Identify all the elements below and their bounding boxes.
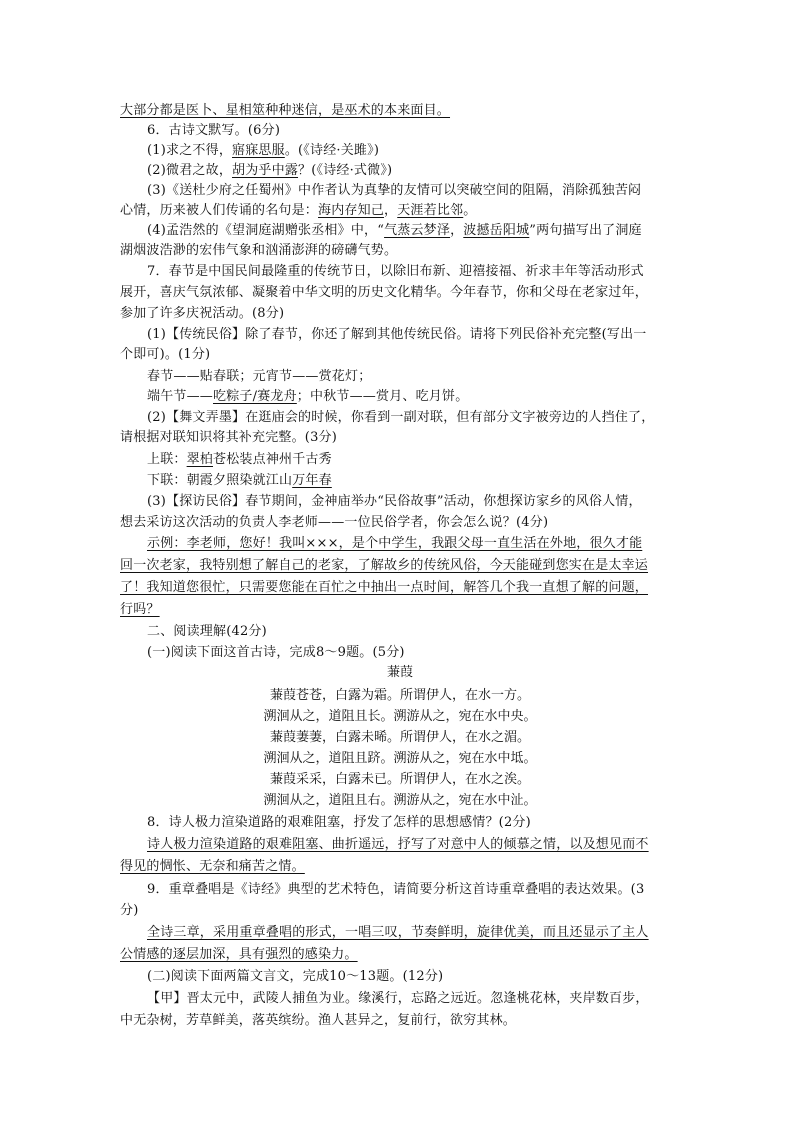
answer-line: 全诗三章，采用重章叠唱的形式，一唱三叹，节奏鲜明，旋律优美，而且还显示了主人 — [147, 925, 649, 940]
text: 苍松装点神州千古秀 — [213, 452, 332, 467]
text-line: 湖烟波浩渺的宏伟气象和汹涌澎湃的磅礴气势。 — [120, 243, 398, 258]
text: 上联： — [147, 452, 187, 467]
text-line: 中无杂树，芳草鲜美，落英缤纷。渔人甚异之，复前行，欲穷其林。 — [120, 1013, 517, 1028]
answer-line: 公情感的逐层加深，具有强烈的感染力。 — [120, 947, 358, 962]
answer: 万年春 — [292, 473, 332, 488]
answer: 波撼岳阳城 — [463, 223, 530, 238]
subsection-heading: (二)阅读下面两篇文言文，完成10～13题。(12分) — [147, 969, 444, 984]
answer-line: 回一次老家，我特别想了解自己的老家，了解故乡的传统风俗，今天能碰到您实在是太幸运 — [120, 558, 649, 573]
question-6: 6．古诗文默写。(6分) — [147, 123, 281, 138]
answer: 吃粽子/赛龙舟 — [213, 389, 297, 404]
text-line: 春节——贴春联；元宵节——赏花灯； — [147, 369, 372, 384]
text: ， — [384, 203, 398, 218]
text-line — [147, 450, 707, 469]
text: ， — [450, 223, 464, 238]
text: (2)微君之故， — [147, 163, 233, 178]
text: 下联：朝霞夕照染就江山 — [147, 473, 293, 488]
text: 心情，历来被人们传诵的名句是： — [120, 203, 319, 218]
answer: 天涯若比邻 — [397, 203, 464, 218]
text-line: (1)【传统民俗】除了春节，你还了解到其他传统民俗。请将下列民俗补充完整(写出一 — [147, 327, 647, 342]
text-line: (3)【探访民俗】春节期间，金神庙举办“民俗故事”活动，你想探访家乡的风俗人情， — [147, 494, 642, 509]
text-line — [147, 471, 707, 490]
text: ”两句描写出了洞庭 — [529, 223, 642, 238]
answer-line: 得见的惆怅、无奈和痛苦之情。 — [120, 859, 305, 874]
poem-line: 蒹葭萋萋，白露未晞。所谓伊人，在水之湄。 — [269, 730, 530, 745]
text-line — [147, 141, 707, 160]
answer-line: 行吗？ — [120, 602, 160, 617]
text-line: 展开，喜庆气氛浓郁、凝聚着中华文明的历史文化精华。今年春节，你和父母在老家过年， — [120, 285, 649, 300]
poem-line: 蒹葭采采，白露未已。所谓伊人，在水之涘。 — [269, 772, 530, 787]
answer: 海内存知己 — [318, 203, 385, 218]
answer-line: 诗人极力渲染道路的艰难阻塞、曲折遥远，抒写了对意中人的倾慕之情，以及想见而不 — [147, 837, 649, 852]
text: ？(《诗经·式微》) — [298, 163, 393, 178]
answer: 翠柏 — [186, 452, 214, 467]
poem-line: 溯洄从之，道阻且跻。溯游从之，宛在水中坻。 — [263, 751, 537, 766]
text-line: 想去采访这次活动的负责人李老师——一位民俗学者，你会怎么说？(4分) — [120, 515, 549, 530]
poem-line: 溯洄从之，道阻且右。溯游从之，宛在水中沚。 — [263, 793, 537, 808]
text: ；中秋节——赏月、吃月饼。 — [296, 389, 469, 404]
subsection-heading: (一)阅读下面这首古诗，完成8～9题。(5分) — [147, 645, 405, 660]
poem-line: 溯洄从之，道阻且长。溯游从之，宛在水中央。 — [263, 709, 537, 724]
answer-line: 了！我知道您很忙，只需要您能在百忙之中抽出一点时间，解答几个我一直想了解的问题， — [120, 580, 649, 595]
text: (1)求之不得， — [147, 143, 233, 158]
text-line: (3)《送杜少府之任蜀州》中作者认为真挚的友情可以突破空间的阻隔，消除孤独苦闷 — [147, 183, 642, 198]
poem-line: 蒹葭苍苍，白露为霜。所谓伊人，在水一方。 — [269, 688, 530, 703]
answer: 寤寐思服 — [232, 143, 285, 158]
answer: 气蒸云梦泽 — [384, 223, 451, 238]
text-line: (2)【舞文弄墨】在逛庙会的时候，你看到一副对联，但有部分文字被旁边的人挡住了， — [147, 410, 655, 425]
poem-title: 蒹葭 — [386, 665, 413, 680]
question-7: 7．春节是中国民间最隆重的传统节日，以除旧布新、迎禧接福、祈求丰年等活动形式 — [147, 264, 644, 279]
answer-line: 示例：李老师，您好！我叫×××，是个中学生，我跟父母一直生活在外地，很久才能 — [147, 536, 643, 551]
text: 。 — [463, 203, 477, 218]
text-line — [147, 161, 707, 180]
answer: 胡为乎中露 — [232, 163, 299, 178]
text-line: 请根据对联知识将其补充完整。(3分) — [120, 430, 338, 445]
text-line: 大部分都是医卜、星相筮种种迷信，是巫术的本来面目。 — [120, 103, 451, 118]
text: (4)孟浩然的《望洞庭湖赠张丞相》中，“ — [147, 223, 385, 238]
text: 端午节—— — [147, 389, 214, 404]
text-line: 【甲】晋太元中，武陵人捕鱼为业。缘溪行，忘路之远近。忽逢桃花林，夹岸数百步， — [147, 991, 649, 1006]
question-9: 9．重章叠唱是《诗经》典型的艺术特色，请简要分析这首诗重章叠唱的表达效果。(3 — [147, 882, 645, 897]
text-line: 参加了许多庆祝活动。(8分) — [120, 306, 285, 321]
question-8: 8．诗人极力渲染道路的艰难阻塞，抒发了怎样的思想感情？(2分) — [147, 815, 531, 830]
section-heading: 二、阅读理解(42分) — [147, 624, 267, 639]
text-line — [147, 387, 707, 406]
text-line — [120, 201, 680, 220]
text: 。(《诗经·关雎》) — [284, 143, 380, 158]
text-line: 个即可)。(1分) — [120, 347, 211, 362]
text-line: 分) — [120, 903, 139, 918]
text-line — [147, 221, 707, 240]
